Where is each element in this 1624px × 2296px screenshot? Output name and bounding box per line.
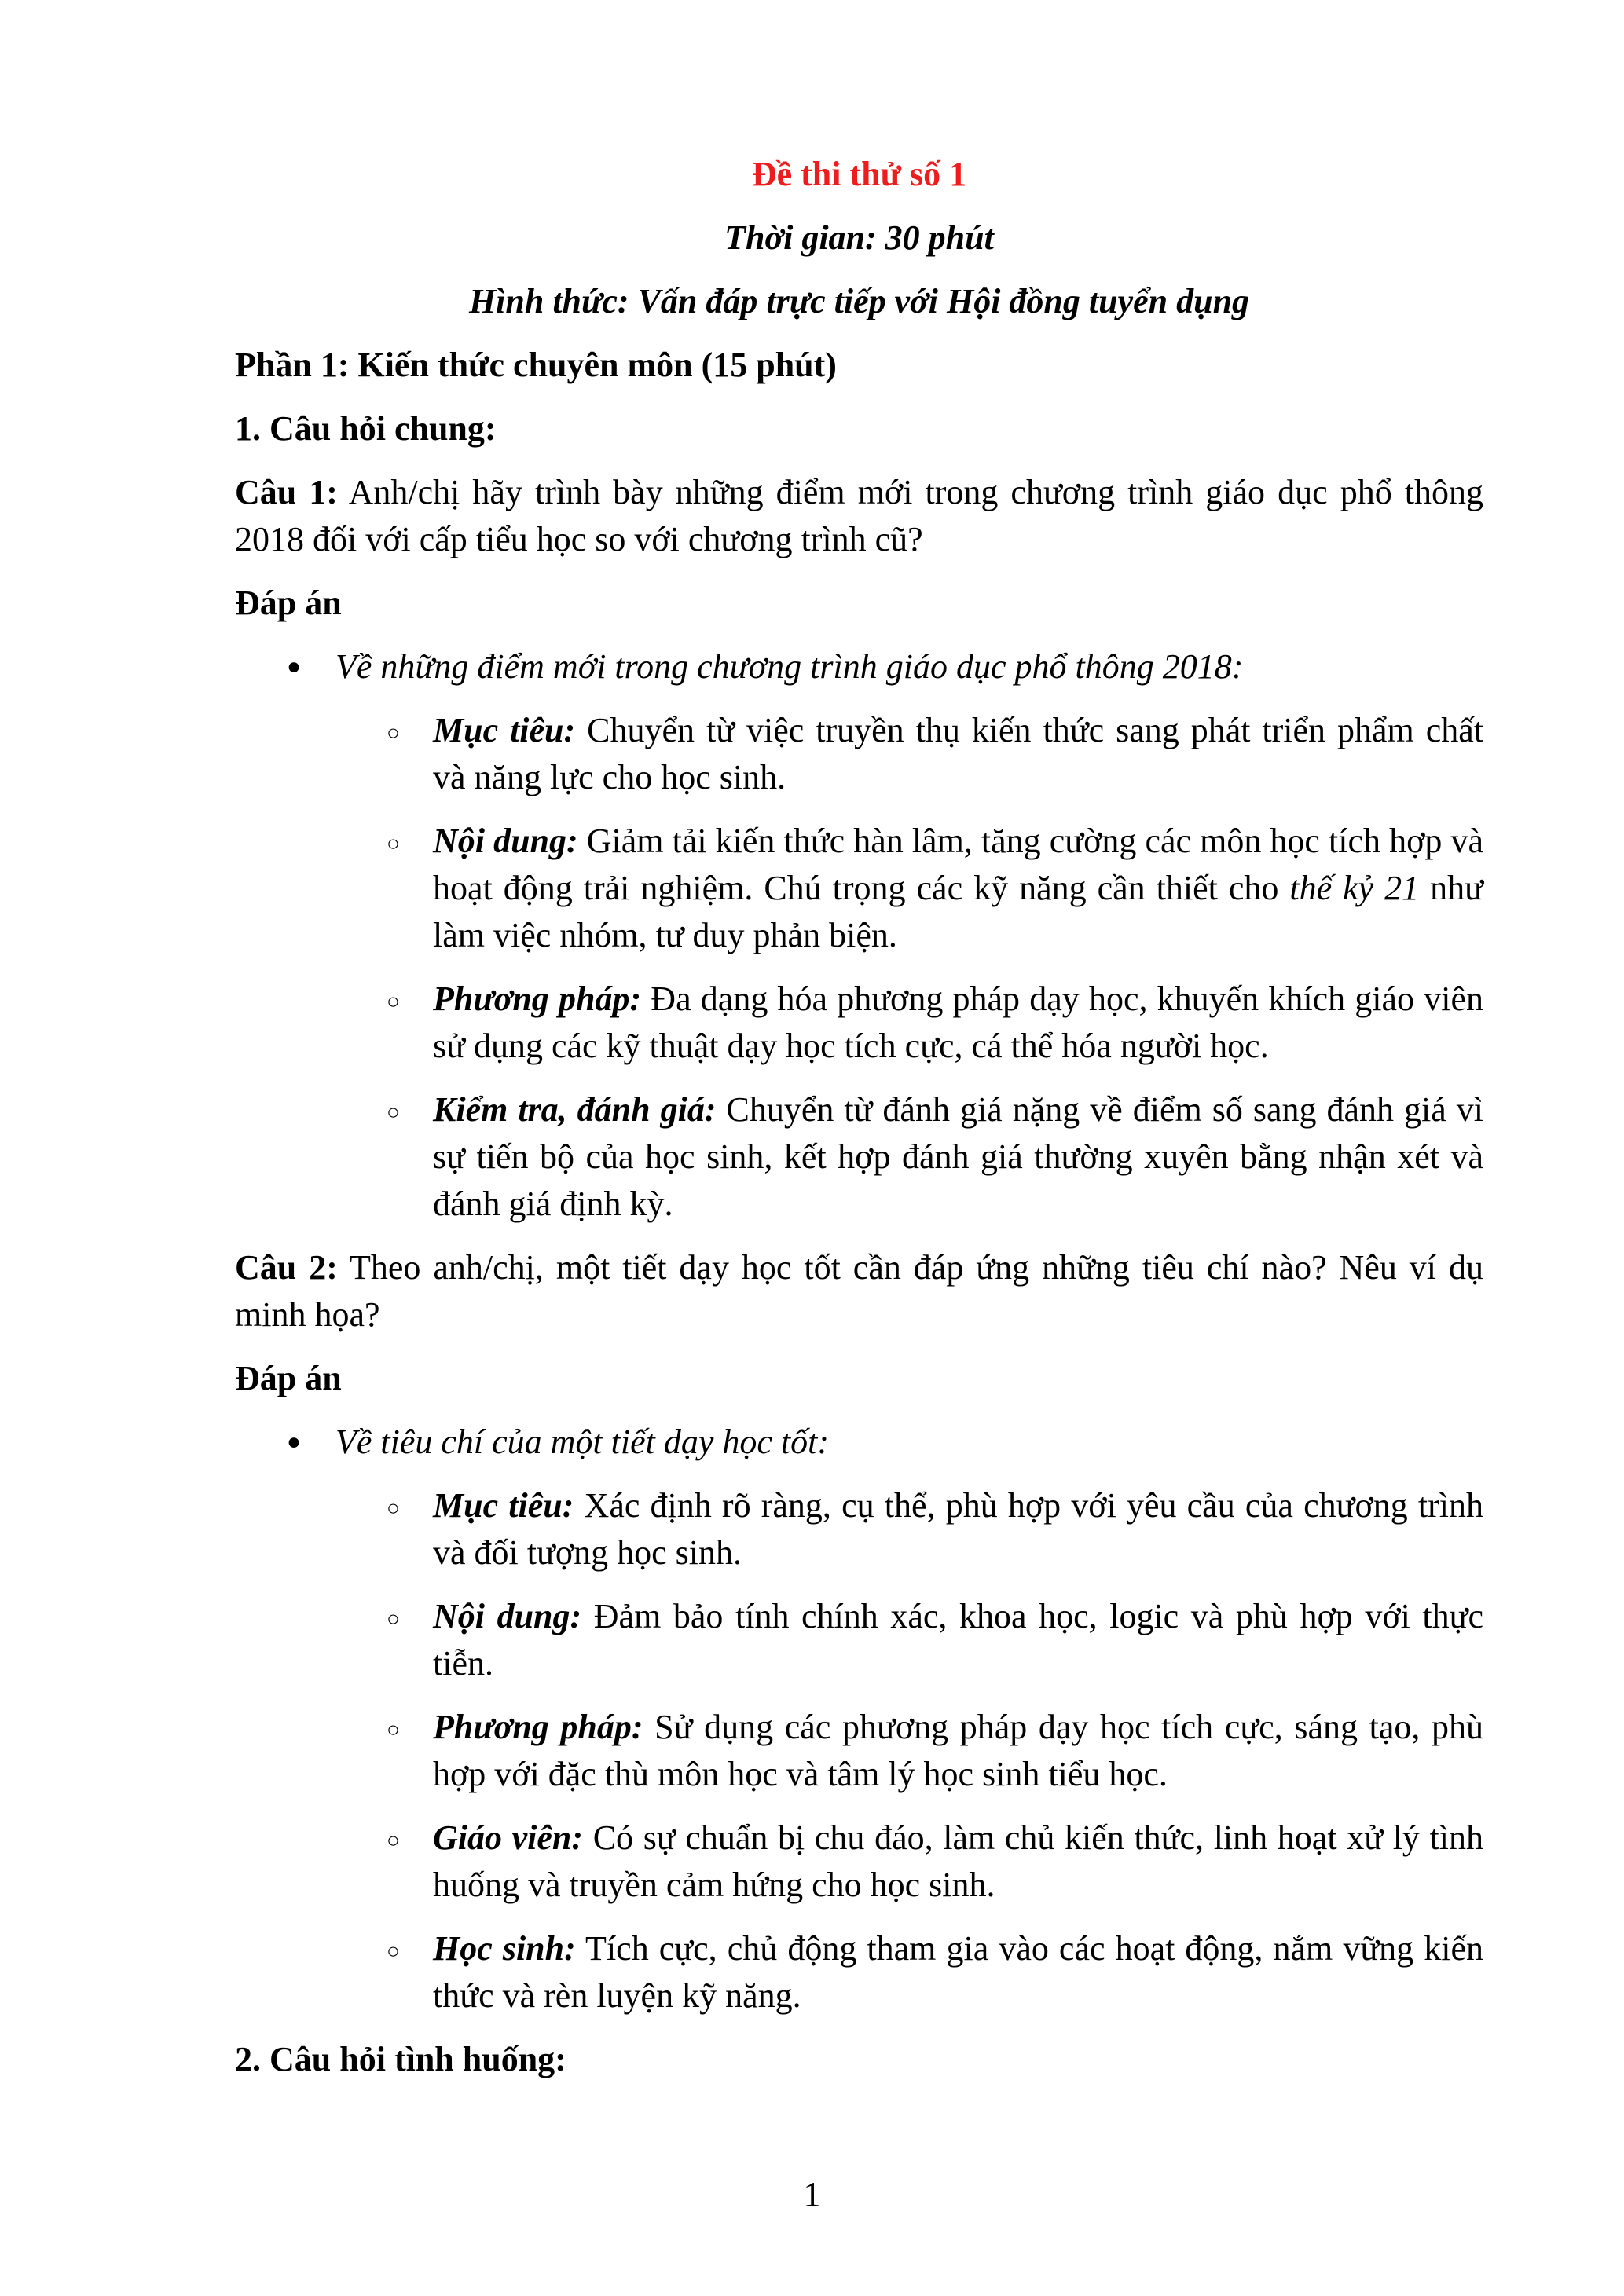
section2-heading: 2. Câu hỏi tình huống: (235, 2040, 566, 2078)
sub-list-item (235, 1482, 1483, 1576)
document-title: Đề thi thử số 1 (751, 155, 967, 193)
bullet-text: Về những điểm mới trong chương trình giáo dục phổ thông 2018: (335, 647, 1244, 686)
sub-list-item (235, 1925, 1483, 2020)
exam-format: Hình thức: Vấn đáp trực tiếp với Hội đồng tuyển dụng (468, 282, 1250, 320)
question-text: Theo anh/chị, một tiết dạy học tốt cần đáp ứng những tiêu chí nào? Nêu ví dụ minh họa? (235, 1248, 1483, 1334)
item-text: như làm việc nhóm, tư duy phản biện. (433, 869, 1483, 954)
item-term: Giáo viên: (433, 1818, 584, 1857)
item-term: Mục tiêu: (433, 711, 576, 749)
document-page (235, 151, 1483, 2100)
item-term: Học sinh: (433, 1929, 576, 1968)
item-text: Có sự chuẩn bị chu đáo, làm chủ kiến thức, linh hoạt xử lý tình huống và truyền cảm hứng cho học sinh. (433, 1818, 1484, 1904)
bullet-icon: ● (287, 1429, 302, 1455)
answer-label: Đáp án (235, 584, 342, 622)
page-number: 1 (803, 2175, 821, 2214)
sub-list-item (235, 1593, 1483, 1687)
circle-bullet-icon: ○ (387, 1100, 400, 1125)
item-emphasis: thế kỷ 21 (1289, 869, 1420, 907)
item-term: Kiểm tra, đánh giá: (433, 1090, 717, 1129)
bullet-icon: ● (287, 654, 302, 679)
circle-bullet-icon: ○ (387, 1496, 400, 1521)
item-term: Nội dung: (433, 822, 578, 860)
item-term: Nội dung: (433, 1597, 582, 1635)
sub-list-item (235, 818, 1483, 959)
circle-bullet-icon: ○ (387, 1607, 400, 1631)
item-term: Phương pháp: (433, 1708, 643, 1746)
sub-list-item (235, 1086, 1483, 1228)
list-item (235, 1419, 1483, 1466)
item-text: Xác định rõ ràng, cụ thể, phù hợp với yêu cầu của chương trình và đối tượng học sinh. (433, 1486, 1483, 1572)
item-term: Phương pháp: (433, 980, 642, 1018)
item-text: Đảm bảo tính chính xác, khoa học, logic và phù hợp với thực tiễn. (433, 1597, 1484, 1683)
item-text: Tích cực, chủ động tham gia vào các hoạt động, nắm vững kiến thức và rèn luyện kỹ năng. (433, 1929, 1483, 2015)
item-text: Sử dụng các phương pháp dạy học tích cực, sáng tạo, phù hợp với đặc thù môn học và tâm lý học sinh tiểu học. (433, 1708, 1483, 1793)
question-text: Anh/chị hãy trình bày những điểm mới trong chương trình giáo dục phổ thông 2018 đối với cấp tiểu học so với chương trình cũ? (235, 473, 1483, 558)
circle-bullet-icon: ○ (387, 990, 400, 1014)
section1-heading: 1. Câu hỏi chung: (235, 409, 497, 448)
answer-label: Đáp án (235, 1359, 342, 1397)
question-label: Câu 2: (235, 1248, 338, 1287)
circle-bullet-icon: ○ (387, 1718, 400, 1742)
question-2 (235, 1244, 1483, 1338)
circle-bullet-icon: ○ (387, 721, 400, 745)
part1-heading: Phần 1: Kiến thức chuyên môn (15 phút) (235, 346, 837, 384)
item-text: Chuyển từ việc truyền thụ kiến thức sang phát triển phẩm chất và năng lực cho học sinh. (433, 711, 1483, 796)
question-label: Câu 1: (235, 473, 338, 511)
sub-list-item (235, 1814, 1483, 1909)
item-text: Chuyển từ đánh giá nặng về điểm số sang đánh giá vì sự tiến bộ của học sinh, kết hợp đánh giá thường xuyên bằng nhận xét và đánh giá định kỳ. (433, 1090, 1483, 1223)
item-text: Giảm tải kiến thức hàn lâm, tăng cường các môn học tích hợp và hoạt động trải nghiệm. Chú trọng các kỹ năng cần thiết cho (433, 822, 1483, 907)
bullet-text: Về tiêu chí của một tiết dạy học tốt: (335, 1423, 830, 1461)
circle-bullet-icon: ○ (387, 832, 400, 856)
exam-time: Thời gian: 30 phút (724, 218, 994, 257)
item-term: Mục tiêu: (433, 1486, 574, 1525)
sub-list-item (235, 707, 1483, 801)
question-1 (235, 469, 1483, 563)
item-text: Đa dạng hóa phương pháp dạy học, khuyến khích giáo viên sử dụng các kỹ thuật dạy học tích cực, cá thể hóa người học. (433, 980, 1484, 1065)
list-item (235, 643, 1483, 690)
sub-list-item (235, 1704, 1483, 1798)
sub-list-item (235, 976, 1483, 1070)
circle-bullet-icon: ○ (387, 1829, 400, 1853)
circle-bullet-icon: ○ (387, 1939, 400, 1964)
